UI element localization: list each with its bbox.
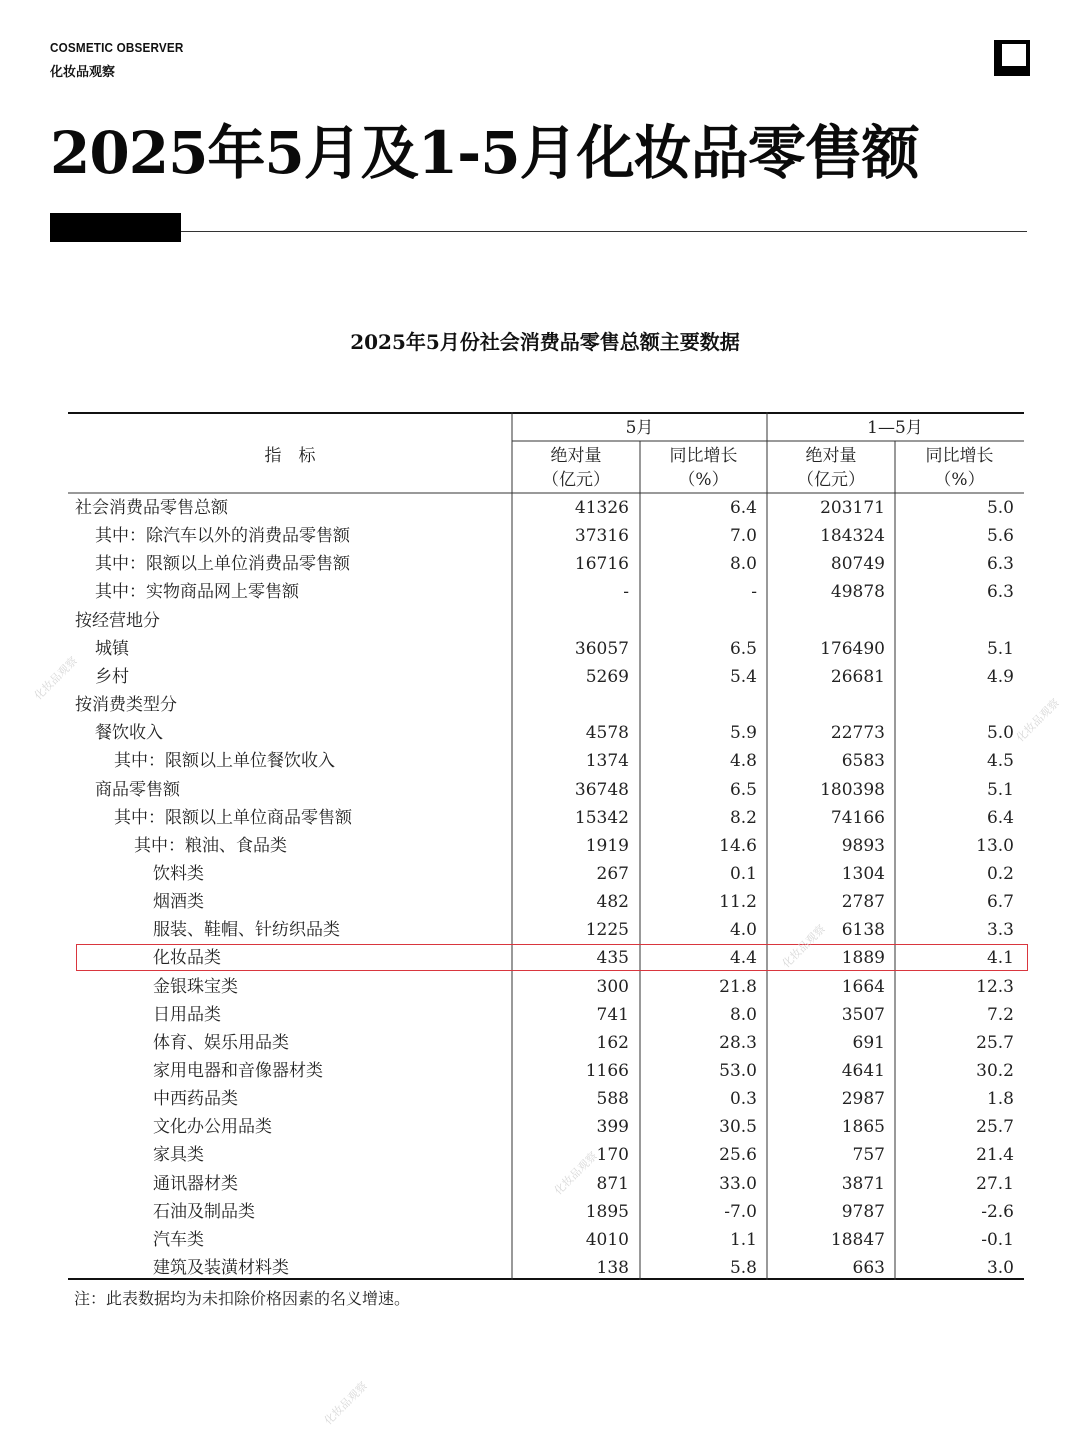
row-label: 通讯器材类 <box>153 1174 238 1194</box>
row-label: 文化办公用品类 <box>153 1117 272 1137</box>
cell-ytd-yoy: 4.9 <box>986 667 1014 687</box>
cell-may-abs: 1166 <box>585 1061 629 1081</box>
cell-may-yoy: -7.0 <box>724 1202 757 1222</box>
row-label: 商品零售额 <box>95 780 180 800</box>
row-label: 家用电器和音像器材类 <box>153 1061 323 1081</box>
row-label: 体育、娱乐用品类 <box>153 1033 289 1053</box>
row-label: 按经营地分 <box>75 611 160 631</box>
row-label: 其中：限额以上单位商品零售额 <box>114 808 352 828</box>
header-ytd-abs-label: 绝对量 <box>805 446 857 466</box>
watermark: 化妆品观察 <box>779 922 828 971</box>
title-divider <box>181 231 1027 232</box>
cell-may-yoy: 53.0 <box>719 1061 757 1081</box>
cell-may-abs: 162 <box>596 1033 629 1053</box>
row-label: 汽车类 <box>153 1230 204 1250</box>
cell-may-abs: 300 <box>596 977 629 997</box>
header-ytd-yoy-label: 同比增长 <box>925 446 994 466</box>
cell-ytd-abs: 4641 <box>841 1061 885 1081</box>
row-label: 石油及制品类 <box>153 1202 255 1222</box>
cell-ytd-yoy: 3.3 <box>986 920 1014 940</box>
cell-ytd-yoy: 6.4 <box>986 808 1014 828</box>
cell-may-abs: 5269 <box>585 667 629 687</box>
cell-may-abs: 1919 <box>585 836 629 856</box>
cell-ytd-yoy: 5.1 <box>986 639 1014 659</box>
cell-may-abs: 435 <box>596 948 629 968</box>
cell-ytd-yoy: 6.3 <box>986 582 1014 602</box>
cell-may-yoy: 5.8 <box>729 1258 757 1278</box>
title-accent-bar <box>50 213 181 242</box>
cell-may-abs: 37316 <box>574 526 629 546</box>
row-label: 乡村 <box>95 667 129 687</box>
page-title: 2025年5月及1-5月化妆品零售额 <box>50 119 919 187</box>
row-label: 建筑及装潢材料类 <box>153 1258 289 1278</box>
cell-may-yoy: 6.4 <box>729 498 757 518</box>
cell-ytd-abs: 184324 <box>820 526 885 546</box>
row-label: 家具类 <box>153 1145 204 1165</box>
cell-ytd-yoy: 25.7 <box>976 1033 1014 1053</box>
row-label: 其中：实物商品网上零售额 <box>95 582 299 602</box>
row-label: 城镇 <box>95 639 129 659</box>
header-indicator: 指 标 <box>264 446 316 466</box>
cell-may-abs: 170 <box>596 1145 629 1165</box>
row-label: 餐饮收入 <box>95 723 163 743</box>
row-label: 金银珠宝类 <box>153 977 238 997</box>
cell-ytd-yoy: -2.6 <box>981 1202 1014 1222</box>
cell-may-yoy: 11.2 <box>719 892 757 912</box>
cell-ytd-abs: 80749 <box>830 554 885 574</box>
cell-ytd-yoy: 5.1 <box>986 780 1014 800</box>
cell-ytd-yoy: 13.0 <box>976 836 1014 856</box>
cell-may-abs: 15342 <box>574 808 629 828</box>
cell-may-abs: 1225 <box>585 920 629 940</box>
cell-may-yoy: 28.3 <box>719 1033 757 1053</box>
cell-may-abs: 4578 <box>585 723 629 743</box>
cell-ytd-abs: 22773 <box>830 723 885 743</box>
cell-may-abs: 138 <box>596 1258 629 1278</box>
cell-may-yoy: 33.0 <box>719 1174 757 1194</box>
cell-ytd-yoy: 5.0 <box>986 498 1014 518</box>
cell-ytd-abs: 1889 <box>841 948 885 968</box>
cell-ytd-yoy: -0.1 <box>981 1230 1014 1250</box>
watermark: 化妆品观察 <box>551 1149 600 1198</box>
header-may-yoy-unit: （%） <box>678 470 729 490</box>
cell-ytd-yoy: 5.6 <box>986 526 1014 546</box>
cell-ytd-abs: 1304 <box>841 864 885 884</box>
cell-may-abs: 267 <box>596 864 629 884</box>
brand-logo-icon <box>994 40 1030 76</box>
cell-may-yoy: 5.4 <box>729 667 757 687</box>
cell-ytd-abs: 1664 <box>841 977 885 997</box>
row-label: 社会消费品零售总额 <box>75 498 228 518</box>
cell-may-yoy: 1.1 <box>729 1230 757 1250</box>
cell-may-abs: - <box>623 582 629 602</box>
cell-ytd-abs: 49878 <box>830 582 885 602</box>
row-label: 其中：限额以上单位消费品零售额 <box>95 554 350 574</box>
cell-ytd-yoy: 4.5 <box>986 751 1014 771</box>
cell-may-abs: 871 <box>596 1174 629 1194</box>
cell-may-abs: 36748 <box>574 780 629 800</box>
watermark: 化妆品观察 <box>321 1379 370 1428</box>
cell-ytd-abs: 6138 <box>841 920 885 940</box>
cell-may-yoy: 6.5 <box>729 780 757 800</box>
watermark: 化妆品观察 <box>1013 696 1062 745</box>
cell-may-yoy: 5.9 <box>729 723 757 743</box>
cell-ytd-yoy: 27.1 <box>976 1174 1014 1194</box>
cell-may-yoy: 0.1 <box>729 864 757 884</box>
cell-ytd-abs: 757 <box>852 1145 885 1165</box>
cell-ytd-abs: 691 <box>852 1033 885 1053</box>
cell-may-yoy: 8.0 <box>729 554 757 574</box>
cell-ytd-abs: 663 <box>852 1258 885 1278</box>
cell-ytd-yoy: 6.3 <box>986 554 1014 574</box>
row-label: 服装、鞋帽、针纺织品类 <box>153 920 340 940</box>
row-label: 中西药品类 <box>153 1089 238 1109</box>
cell-may-yoy: 21.8 <box>719 977 757 997</box>
cell-ytd-abs: 9893 <box>841 836 885 856</box>
cell-ytd-abs: 18847 <box>830 1230 885 1250</box>
row-label: 烟酒类 <box>153 892 204 912</box>
header-group-ytd: 1—5月 <box>867 418 923 438</box>
cell-ytd-abs: 180398 <box>820 780 885 800</box>
table-title: 2025年5月份社会消费品零售总额主要数据 <box>350 330 740 354</box>
cell-may-abs: 482 <box>596 892 629 912</box>
header-group-may: 5月 <box>625 418 654 438</box>
cell-ytd-yoy: 1.8 <box>986 1089 1014 1109</box>
cell-may-yoy: 14.6 <box>719 836 757 856</box>
cell-ytd-abs: 6583 <box>841 751 885 771</box>
cell-ytd-abs: 1865 <box>841 1117 885 1137</box>
row-label: 其中：限额以上单位餐饮收入 <box>114 751 335 771</box>
cell-may-yoy: 8.2 <box>729 808 757 828</box>
cell-may-abs: 41326 <box>574 498 629 518</box>
cell-may-yoy: - <box>751 582 757 602</box>
cell-may-abs: 399 <box>596 1117 629 1137</box>
footnote: 注：此表数据均为未扣除价格因素的名义增速。 <box>74 1289 411 1308</box>
row-label: 其中：除汽车以外的消费品零售额 <box>95 526 350 546</box>
brand-name-en: COSMETIC OBSERVER <box>50 40 184 55</box>
cell-may-abs: 1374 <box>585 751 629 771</box>
row-label: 饮料类 <box>153 864 204 884</box>
cell-may-yoy: 8.0 <box>729 1005 757 1025</box>
cell-may-yoy: 7.0 <box>729 526 757 546</box>
cell-may-yoy: 4.4 <box>729 948 757 968</box>
cell-may-yoy: 25.6 <box>719 1145 757 1165</box>
cell-may-yoy: 6.5 <box>729 639 757 659</box>
row-label: 其中：粮油、食品类 <box>134 836 287 856</box>
cell-may-abs: 741 <box>596 1005 629 1025</box>
cell-may-yoy: 4.8 <box>729 751 757 771</box>
brand-name-cn: 化妆品观察 <box>50 65 116 80</box>
header-ytd-yoy-unit: （%） <box>934 470 985 490</box>
row-label: 化妆品类 <box>153 948 221 968</box>
header-may-abs-label: 绝对量 <box>550 446 602 466</box>
highlight-box <box>76 944 1028 971</box>
row-label: 日用品类 <box>153 1005 221 1025</box>
cell-ytd-yoy: 7.2 <box>986 1005 1014 1025</box>
cell-may-abs: 4010 <box>585 1230 629 1250</box>
cell-ytd-yoy: 21.4 <box>976 1145 1014 1165</box>
header-ytd-abs-unit: （亿元） <box>797 470 865 490</box>
cell-ytd-yoy: 25.7 <box>976 1117 1014 1137</box>
row-label: 按消费类型分 <box>75 695 177 715</box>
cell-ytd-abs: 3871 <box>841 1174 885 1194</box>
cell-ytd-yoy: 30.2 <box>976 1061 1014 1081</box>
cell-ytd-abs: 74166 <box>830 808 885 828</box>
cell-may-yoy: 4.0 <box>729 920 757 940</box>
cell-may-abs: 16716 <box>574 554 629 574</box>
cell-ytd-yoy: 3.0 <box>986 1258 1014 1278</box>
cell-may-abs: 1895 <box>585 1202 629 1222</box>
cell-ytd-yoy: 5.0 <box>986 723 1014 743</box>
cell-may-abs: 36057 <box>574 639 629 659</box>
cell-ytd-abs: 9787 <box>841 1202 885 1222</box>
watermark: 化妆品观察 <box>31 654 80 703</box>
header-may-abs-unit: （亿元） <box>542 470 610 490</box>
cell-may-yoy: 30.5 <box>719 1117 757 1137</box>
cell-ytd-abs: 3507 <box>841 1005 885 1025</box>
cell-ytd-yoy: 6.7 <box>986 892 1014 912</box>
cell-ytd-abs: 2787 <box>841 892 885 912</box>
cell-may-abs: 588 <box>596 1089 629 1109</box>
header-may-yoy-label: 同比增长 <box>669 446 738 466</box>
cell-ytd-yoy: 12.3 <box>976 977 1014 997</box>
cell-ytd-abs: 176490 <box>820 639 885 659</box>
cell-ytd-yoy: 4.1 <box>986 948 1014 968</box>
cell-may-yoy: 0.3 <box>729 1089 757 1109</box>
cell-ytd-abs: 2987 <box>841 1089 885 1109</box>
cell-ytd-abs: 203171 <box>820 498 885 518</box>
cell-ytd-yoy: 0.2 <box>986 864 1014 884</box>
cell-ytd-abs: 26681 <box>830 667 885 687</box>
